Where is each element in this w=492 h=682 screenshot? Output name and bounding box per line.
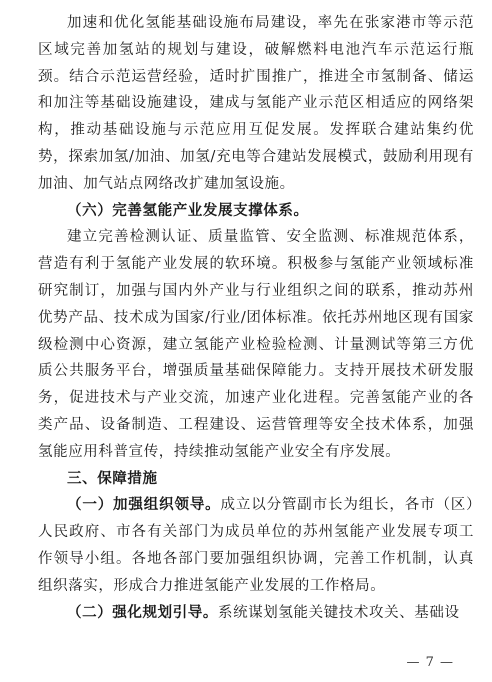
body-planning-guidance: 系统谋划氢能关键技术攻关、基础设 [218, 604, 460, 621]
paragraph-support-system: 建立完善检测认证、质量监管、安全监测、标准规范体系，营造有利于氢能产业发展的软环境。积极参与氢能产业领域标准研究制订，加强与国内外产业与行业组织之间的联系，推动苏州优势产品、技术成为国家/行业/团体标准。依托苏州地区现有国家级检测中心资源，建立氢能产业检验检测、计量测试等第三方优质公共服务平台，增强质量基础保障能力。支持开展技术研发服务，促进技术与产业交流，加速产业化进程。完善氢能产业的各类产品、设备制造、工程建设、运营管理等安全技术体系，加强氢能应用科普宣传，持续推动氢能产业安全有序发展。 [38, 229, 474, 460]
document-body [38, 10, 474, 626]
lead-organization-leadership: （一）加强组织领导。 [67, 496, 221, 514]
paragraph-organization-leadership [38, 492, 474, 599]
subheading-support-system: （六）完善氢能产业发展支撑体系。 [67, 201, 309, 219]
section-title-safeguards: 三、保障措施 [67, 470, 158, 487]
body-organization-leadership: 成立以分管副市长为组长，各市（区）人民政府、市各有关部门为成员单位的苏州氢能产业发展专项工作领导小组。各地各部门要加强组织协调，完善工作机制，认真组织落实，形成合力推进氢能产业发展的工作格局。 [38, 497, 475, 594]
paragraph-infrastructure: 加速和优化氢能基础设施布局建设，率先在张家港市等示范区域完善加氢站的规划与建设，破解燃料电池汽车示范运行瓶颈。结合示范运营经验，适时扩围推广，推进全市氢制备、储运和加注等基础设施建设，建成与氢能产业示范区相适应的网络架构，推动基础设施与示范应用互促发展。发挥联合建站集约优势，探索加氢/加油、加氢/充电等合建站发展模式，鼓励利用现有加油、加气站点网络改扩建加氢设施。 [38, 15, 474, 192]
paragraph-planning-guidance [38, 600, 474, 627]
page-number: — 7 — [406, 655, 454, 670]
lead-planning-guidance: （二）强化规划引导。 [67, 603, 218, 621]
